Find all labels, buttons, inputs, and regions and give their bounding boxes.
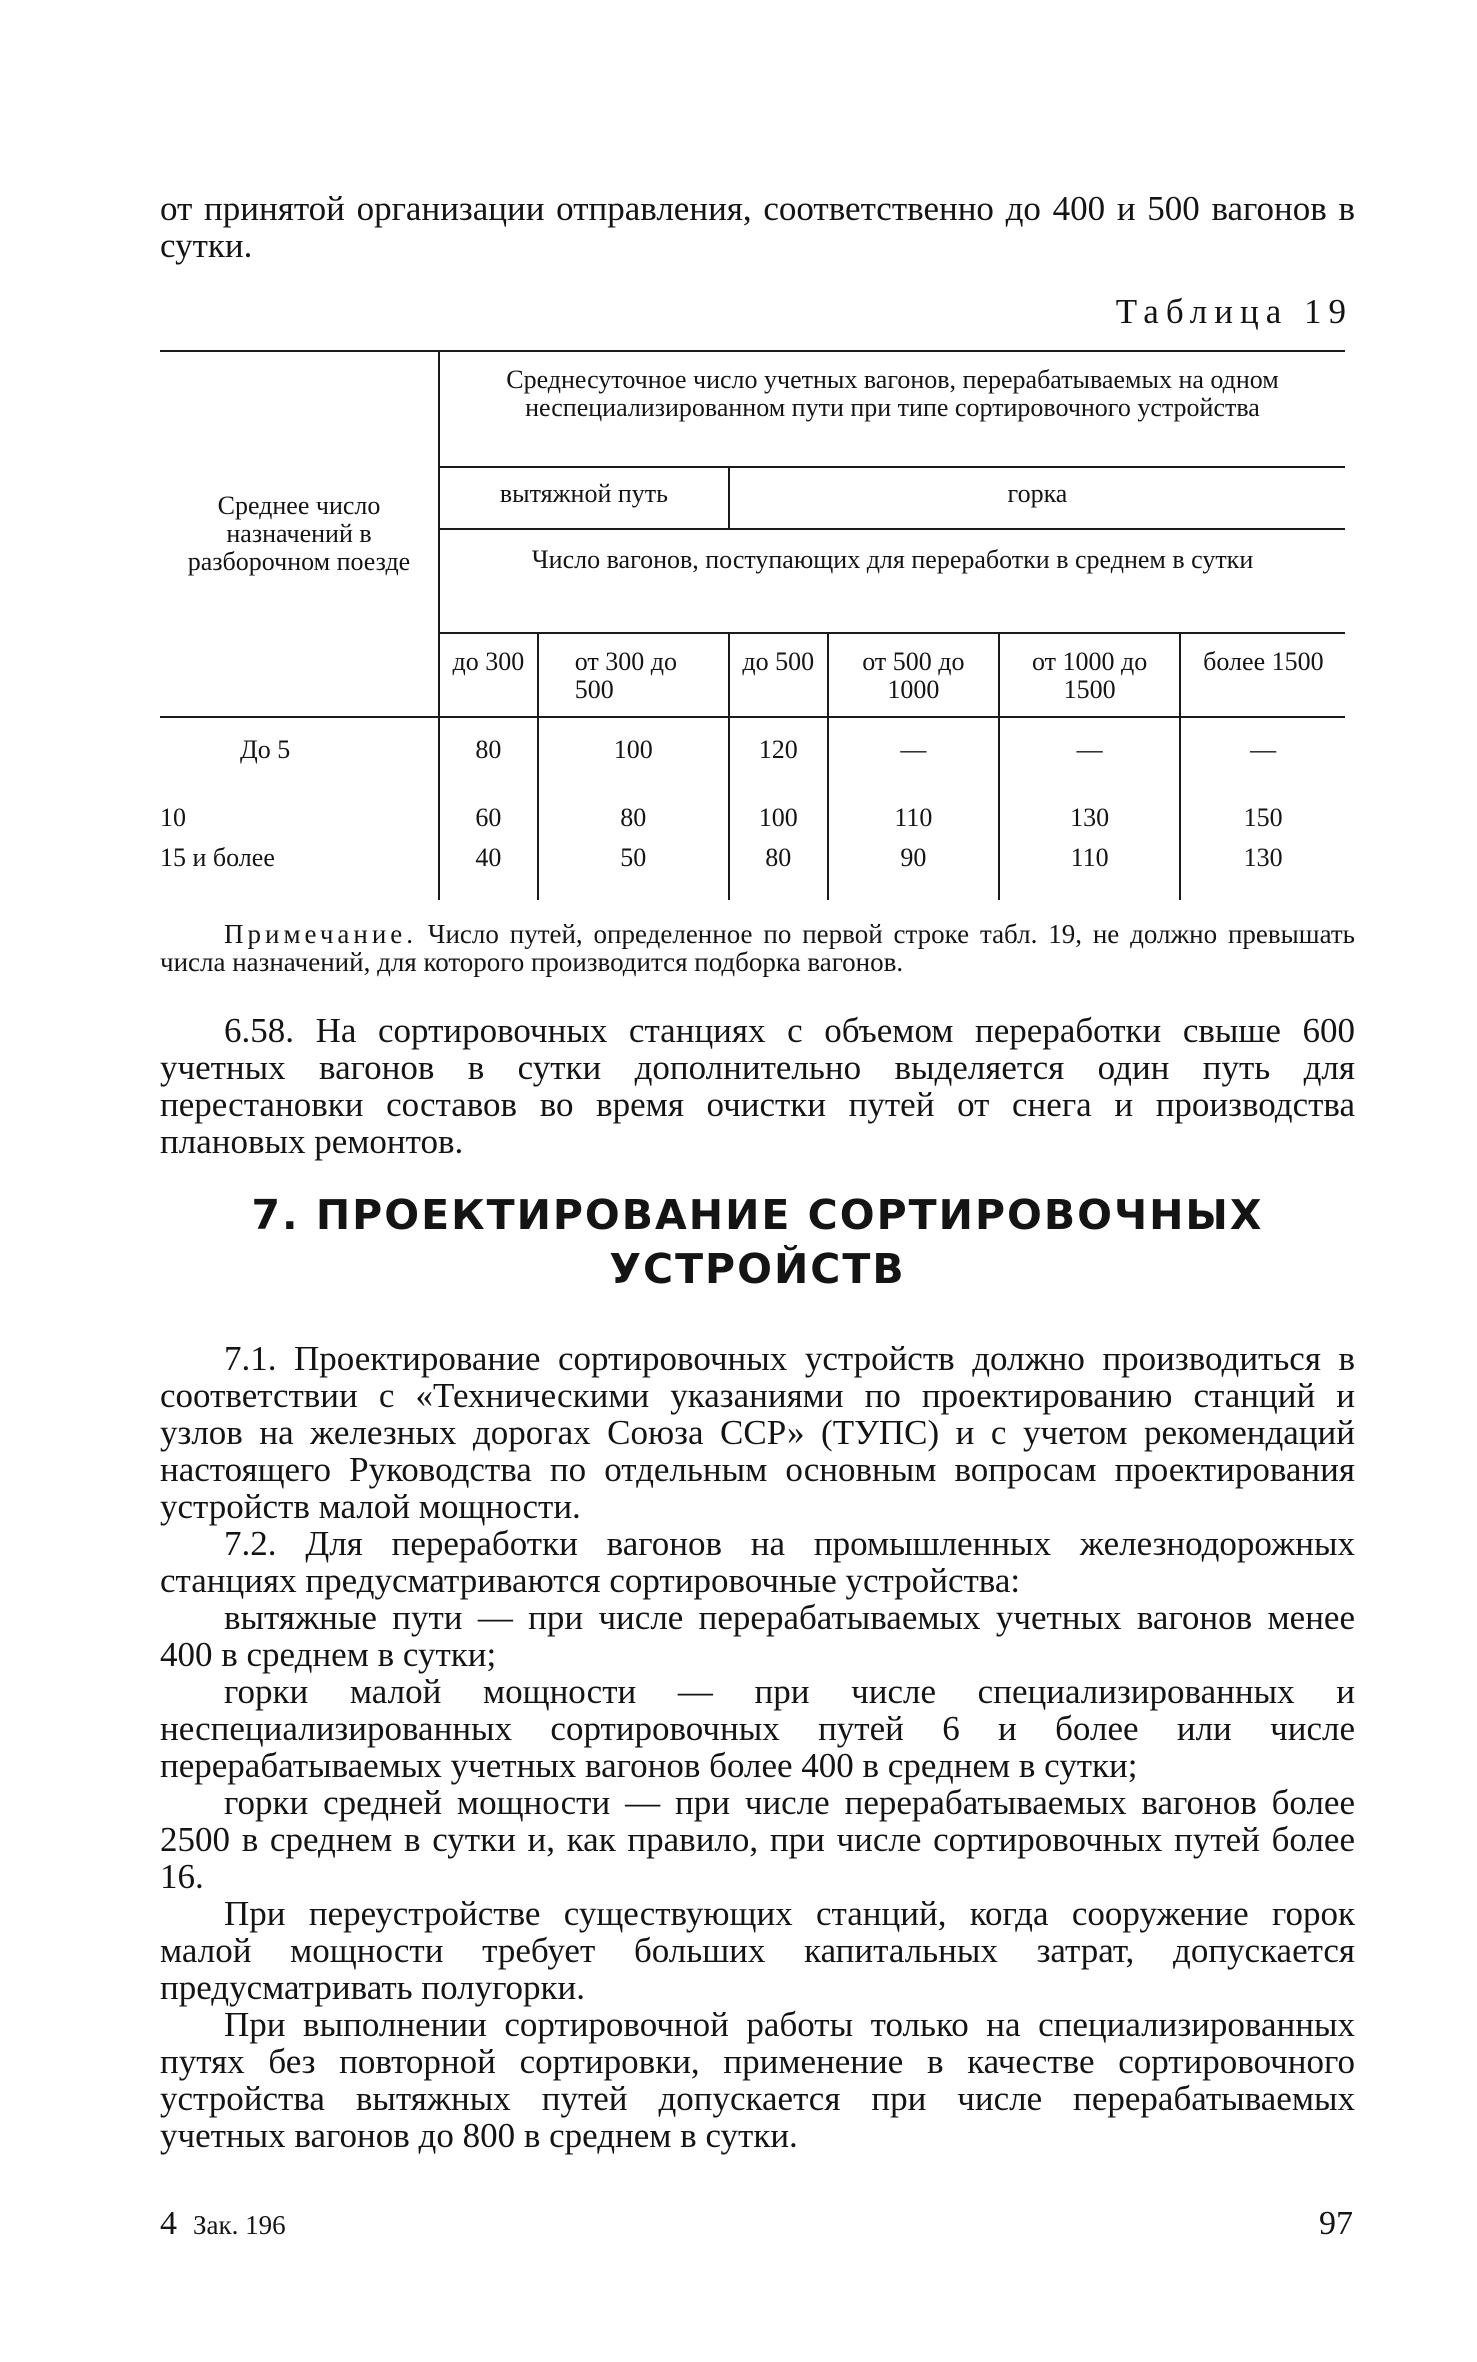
table-cell: 80 (729, 844, 828, 900)
table-cell: 130 (999, 782, 1180, 844)
row-header: Среднее число назначений в разборочном поезде (160, 351, 439, 717)
table-cell: 90 (828, 844, 1000, 900)
table-cell: 130 (1243, 843, 1283, 872)
table-cell: 100 (538, 717, 729, 782)
paragraph: вытяжные пути — при числе перерабатываемых учетных вагонов менее 400 в среднем в сутки; (160, 1598, 1355, 1674)
paragraph: горки средней мощности — при числе перерабатываемых вагонов более 2500 в среднем в сутки и, как правило, при числе сортировочных путей более 16. (160, 1783, 1355, 1896)
table-cell: 80 (538, 782, 729, 844)
table-cell: — (1250, 735, 1277, 764)
row-label: 10 (160, 782, 439, 844)
paragraph: При выполнении сортировочной работы только на специализированных путях без повторной сортировки, применение в качестве сортировочного устройства вытяжных путей допускается при числе перерабатываемых учетных вагонов до 800 в среднем в сутки. (160, 2005, 1355, 2155)
section-title: 7. ПРОЕКТИРОВАНИЕ СОРТИРОВОЧНЫХ УСТРОЙСТВ (251, 1191, 1264, 1293)
intro-paragraph: от принятой организации отправления, соответственно до 400 и 500 вагонов в сутки. (160, 189, 1355, 265)
table-cell: 60 (439, 782, 538, 844)
row-label: 15 и более (160, 844, 439, 900)
note-text: Число путей, определенное по первой строке табл. 19, не должно превышать числа назначений, для которого производится подборка вагонов. (160, 919, 1355, 977)
note-label: Примечание. (224, 919, 418, 949)
table-row (160, 844, 1345, 900)
main-header: Среднесуточное число учетных вагонов, перерабатываемых на одном неспециализированном пути при типе сортировочного устройства (439, 351, 1345, 467)
table-caption: Таблица 19 (1115, 292, 1353, 331)
row-label: До 5 (160, 717, 439, 782)
table-cell: — (828, 717, 1000, 782)
paragraph: горки малой мощности — при числе специализированных и неспециализированных сортировочных путей 6 и более или числе перерабатываемых учетных вагонов более 400 в среднем в сутки; (160, 1672, 1355, 1785)
table-cell: — (999, 717, 1180, 782)
column-header: до 500 (729, 633, 828, 717)
paragraph-6-58: 6.58. На сортировочных станциях с объемом переработки свыше 600 учетных вагонов в сутки дополнительно выделяется один путь для перестановки составов во время очистки путей от снега и производства плановых ремонтов. (160, 1011, 1355, 1161)
page-content (160, 190, 1355, 2154)
table-cell: 150 (1243, 803, 1283, 832)
column-header: от 500 до 1000 (828, 633, 1000, 717)
table-cell: 120 (729, 717, 828, 782)
table-note (160, 920, 1355, 976)
table-cell: 80 (439, 717, 538, 782)
table-cell: 110 (828, 782, 1000, 844)
column-header: от 1000 до 1500 (999, 633, 1180, 717)
footer-left (160, 2205, 286, 2243)
type-pull-header: вытяжной путь (439, 467, 729, 529)
table-cell: 50 (538, 844, 729, 900)
order-number: Зак. 196 (193, 2210, 286, 2240)
table-row (160, 717, 1345, 782)
table-19 (160, 350, 1345, 900)
table-cell: 40 (439, 844, 538, 900)
type-hump-header: горка (729, 467, 1345, 529)
page-footer (160, 2205, 1355, 2255)
mid-header: Число вагонов, поступающих для переработки в среднем в сутки (439, 529, 1345, 633)
table-row (160, 782, 1345, 844)
paragraph: При переустройстве существующих станций, когда сооружение горок малой мощности требует больших капитальных затрат, допускается предусматривать полугорки. (160, 1894, 1355, 2007)
paragraph: 7.2. Для переработки вагонов на промышленных железнодорожных станциях предусматриваются сортировочные устройства: (160, 1524, 1355, 1600)
column-header: до 300 (439, 633, 538, 717)
column-header: от 300 до 500 (538, 633, 729, 717)
table-cell: 110 (999, 844, 1180, 900)
column-header: более 1500 (1180, 633, 1345, 717)
table-cell: 100 (729, 782, 828, 844)
page-number: 97 (1319, 2205, 1353, 2242)
paragraph: 7.1. Проектирование сортировочных устройств должно производиться в соответствии с «Техническими указаниями по проектированию станций и узлов на железных дорогах Союза ССР» (ТУПС) и с учетом рекомендаций настоящего Руководства по отдельным основным вопросам проектирования устройств малой мощности. (160, 1339, 1355, 1526)
signature-mark: 4 (160, 2205, 177, 2242)
